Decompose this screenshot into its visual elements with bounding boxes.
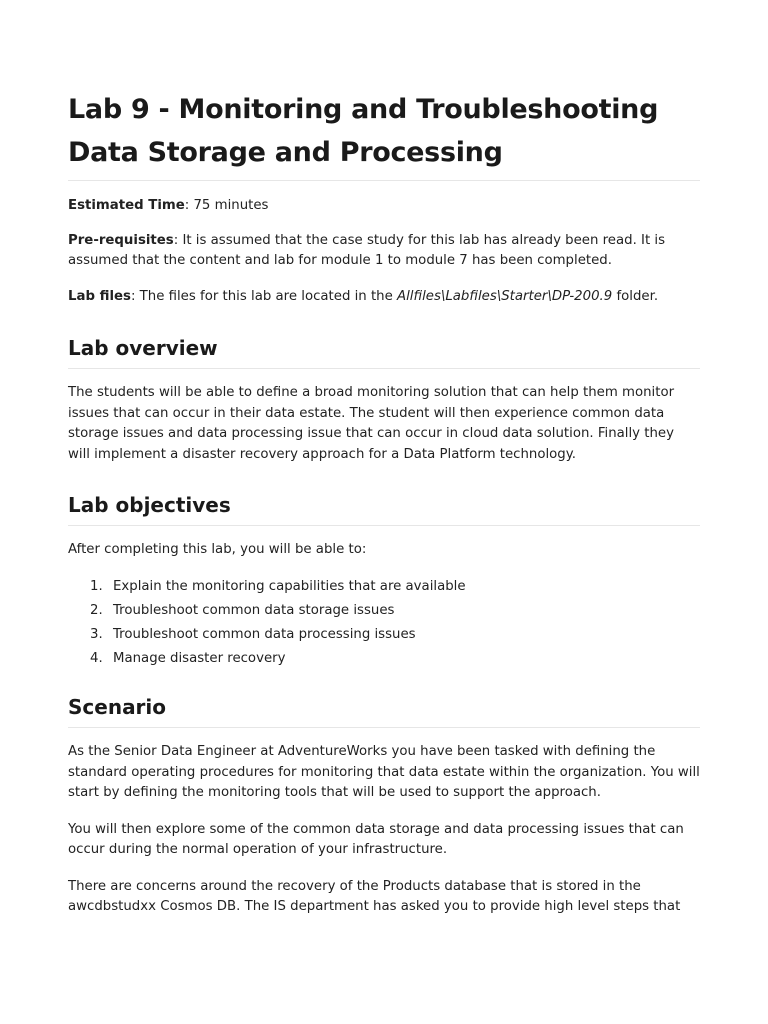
lab-files-suffix: folder. <box>612 288 659 304</box>
estimated-time-value: : 75 minutes <box>184 198 269 213</box>
estimated-time <box>68 196 700 217</box>
prerequisites-label: Pre-requisites <box>68 232 174 248</box>
scenario-heading: Scenario <box>68 693 700 728</box>
scenario-paragraph: You will then explore some of the common data storage and data processing issues that can occur during the normal operation of your infrastructure. <box>68 821 684 857</box>
prerequisites-value: : It is assumed that the case study for this lab has already been read. It is assumed that the content and lab for module 1 to module 7 has been completed. <box>68 232 666 268</box>
list-item <box>68 625 700 646</box>
lab-files-path: Allfiles\Labfiles\Starter\DP-200.9 <box>397 288 613 304</box>
list-item-text: Explain the monitoring capabilities that are available <box>113 578 466 594</box>
estimated-time-label: Estimated Time <box>68 198 185 213</box>
lab-overview-heading: Lab overview <box>68 334 700 369</box>
list-item-number: 4. <box>90 650 103 666</box>
lab-objectives-heading: Lab objectives <box>68 491 700 526</box>
objectives-list <box>68 577 700 670</box>
prerequisites <box>68 231 700 272</box>
lab-files-label: Lab files <box>68 288 131 304</box>
list-item-text: Troubleshoot common data processing issues <box>113 626 416 642</box>
list-item <box>68 649 700 670</box>
lab-files-prefix: : The files for this lab are located in the <box>130 288 398 304</box>
page-title: Lab 9 - Monitoring and Troubleshooting Data Storage and Processing <box>68 0 700 181</box>
lab-files <box>68 287 700 308</box>
scenario-paragraph: As the Senior Data Engineer at AdventureWorks you have been tasked with defining the standard operating procedures for monitoring that data estate within the organization. You will start by defining the monitoring tools that will be used to support the approach. <box>68 744 700 800</box>
list-item-number: 3. <box>90 626 103 642</box>
list-item-text: Manage disaster recovery <box>113 650 286 666</box>
list-item <box>68 577 700 598</box>
document-page <box>68 0 700 918</box>
lab-overview-body: The students will be able to define a broad monitoring solution that can help them monitor issues that can occur in their data estate. The student will then experience common data storage issues and data processing issue that can occur in cloud data solution. Finally they will implement a disaster recovery approach for a Data Platform technology. <box>68 385 675 462</box>
list-item-text: Troubleshoot common data storage issues <box>113 602 395 618</box>
lab-objectives-intro: After completing this lab, you will be able to: <box>68 542 367 557</box>
scenario-paragraph: There are concerns around the recovery of the Products database that is stored in the awcdbstudxx Cosmos DB. The IS department has asked you to provide high level steps that <box>68 878 681 914</box>
list-item <box>68 601 700 622</box>
list-item-number: 2. <box>90 602 103 618</box>
list-item-number: 1. <box>90 578 103 594</box>
